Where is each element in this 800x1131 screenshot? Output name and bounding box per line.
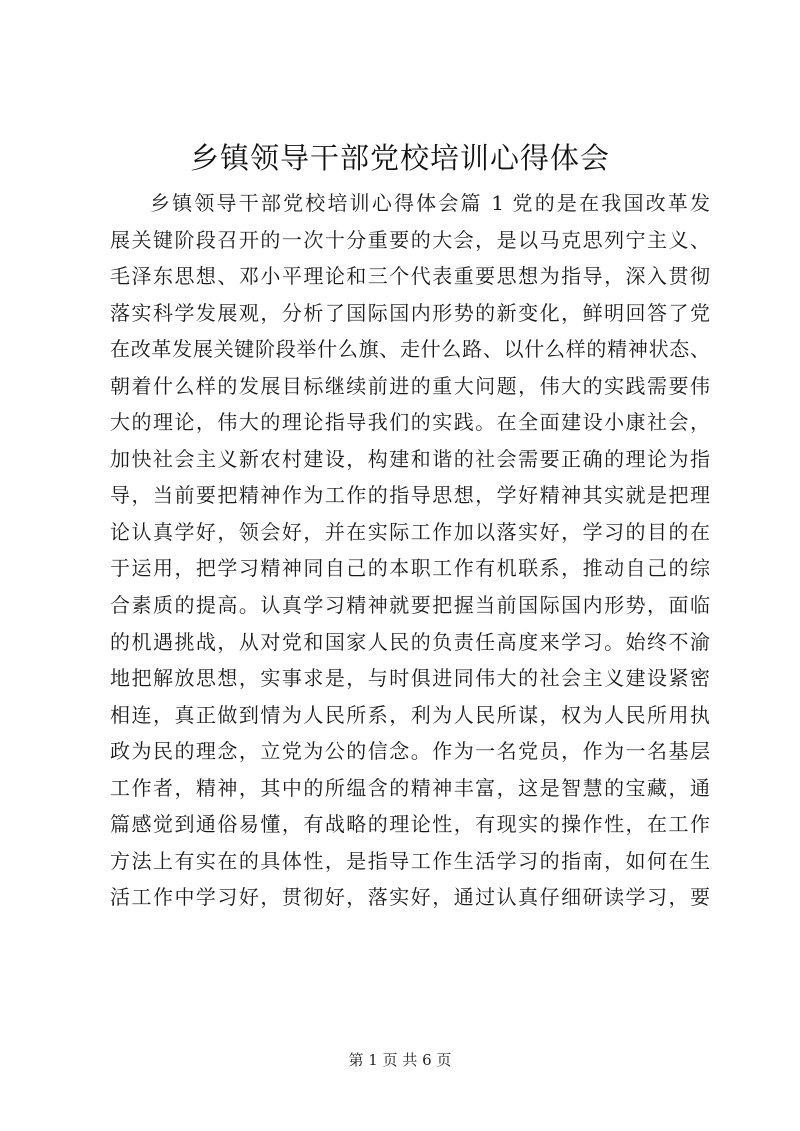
body-line: 方法上有实在的具体性，是指导工作生活学习的指南，如何在生 [110, 848, 710, 873]
body-line: 地把解放思想，实事求是，与时俱进同伟大的社会主义建设紧密 [110, 666, 710, 691]
document-title: 乡镇领导干部党校培训心得体会 [189, 141, 610, 175]
page-number-footer: 第 1 页 共 6 页 [348, 1051, 452, 1069]
body-line: 加快社会主义新农村建设，构建和谐的社会需要正确的理论为指 [110, 446, 710, 471]
body-line: 政为民的理念，立党为公的信念。作为一名党员，作为一名基层 [110, 739, 710, 764]
body-line: 活工作中学习好，贯彻好，落实好，通过认真仔细研读学习，要 [110, 885, 710, 910]
body-line: 相连，真正做到情为人民所系，利为人民所谋，权为人民所用执 [110, 702, 710, 727]
body-line: 在改革发展关键阶段举什么旗、走什么路、以什么样的精神状态、 [110, 337, 710, 362]
body-line: 篇感觉到通俗易懂，有战略的理论性，有现实的操作性，在工作 [110, 812, 710, 837]
body-line: 毛泽东思想、邓小平理论和三个代表重要思想为指导，深入贯彻 [110, 264, 710, 289]
body-line: 落实科学发展观，分析了国际国内形势的新变化，鲜明回答了党 [110, 300, 710, 325]
document-body [110, 185, 710, 916]
body-line: 朝着什么样的发展目标继续前进的重大问题，伟大的实践需要伟 [110, 373, 710, 398]
body-line: 论认真学好，领会好，并在实际工作加以落实好，学习的目的在 [110, 519, 710, 544]
body-line: 展关键阶段召开的一次十分重要的大会，是以马克思列宁主义、 [110, 227, 710, 252]
body-line: 合素质的提高。认真学习精神就要把握当前国际国内形势，面临 [110, 593, 710, 618]
body-line: 于运用，把学习精神同自己的本职工作有机联系，推动自己的综 [110, 556, 710, 581]
body-line: 大的理论，伟大的理论指导我们的实践。在全面建设小康社会， [110, 410, 710, 435]
body-line: 乡镇领导干部党校培训心得体会篇 1 党的是在我国改革发 [150, 191, 710, 215]
body-line: 的机遇挑战，从对党和国家人民的负责任高度来学习。始终不渝 [110, 629, 710, 654]
body-line: 工作者，精神，其中的所缊含的精神丰富，这是智慧的宝藏，通 [110, 775, 710, 800]
body-line: 导，当前要把精神作为工作的指导思想，学好精神其实就是把理 [110, 483, 710, 508]
